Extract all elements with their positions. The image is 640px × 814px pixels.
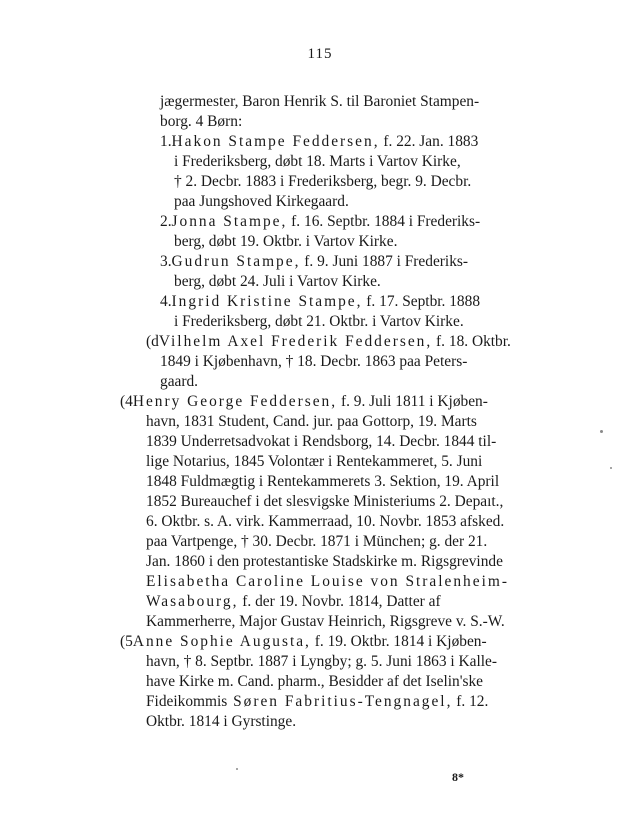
text-line: berg, døbt 24. Juli i Vartov Kirke. [174, 273, 381, 290]
text-line: have Kirke m. Cand. pharm., Besidder af det Iselin'ske [146, 673, 483, 690]
text-line: lige Notarius, 1845 Volontær i Rentekammeret, 5. Juni [146, 453, 483, 470]
ink-speck [600, 430, 603, 433]
text-line: paa Jungshoved Kirkegaard. [174, 193, 349, 210]
text-line: i Frederiksberg, døbt 18. Marts i Vartov Kirke, [174, 153, 461, 170]
text-line: Elisabetha Caroline Louise von Stralenheim- [146, 573, 509, 590]
text-line: 6. Oktbr. s. A. virk. Kammerraad, 10. Novbr. 1853 afsked. [146, 513, 505, 530]
text-line: Kammerherre, Major Gustav Heinrich, Rigsgreve v. S.-W. [146, 613, 505, 630]
text-line: Oktbr. 1814 i Gyrstinge. [146, 713, 297, 730]
text-line: 1852 Bureauchef i det slesvigske Ministeriums 2. Depaı​t., [146, 493, 504, 510]
text-line: † 2. Decbr. 1883 i Frederiksberg, begr. 9. Decbr. [174, 173, 472, 190]
page-number: 115 [307, 46, 333, 62]
text-line: i Frederiksberg, døbt 21. Oktbr. i Vartov Kirke. [174, 313, 464, 330]
text-line: 1.Hakon Stampe Feddersen, f. 22. Jan. 1883 [160, 133, 479, 150]
text-line: 1848 Fuldmægtig i Rentekammerets 3. Sektion, 19. April [146, 473, 500, 490]
ink-speck [610, 467, 612, 469]
text-line: 1849 i Kjøbenhavn, † 18. Decbr. 1863 paa Peters- [160, 353, 468, 370]
text-line: borg. 4 Børn: [160, 113, 243, 130]
text-line: 2.Jonna Stampe, f. 16. Septbr. 1884 i Frederiks- [160, 213, 481, 230]
text-line: havn, 1831 Student, Cand. jur. paa Gottorp, 19. Marts [146, 413, 477, 430]
text-line: Fideikommis Søren Fabritius-Tengnagel, f. 12. [146, 693, 489, 710]
text-line: paa Vartpenge, † 30. Decbr. 1871 i München; g. der 21. [146, 533, 488, 550]
text-line: (4Henry George Feddersen, f. 9. Juli 1811 i Kjøben- [120, 393, 488, 410]
text-line: gaard. [160, 373, 199, 390]
text-line: (dVilhelm Axel Frederik Feddersen, f. 18. Oktbr. [146, 333, 511, 350]
signature-mark: 8* [452, 770, 464, 784]
text-line: Wasabourg, f. der 19. Novbr. 1814, Datter af [146, 593, 441, 610]
text-line: jægermester, Baron Henrik S. til Baroniet Stampen- [160, 93, 480, 110]
ink-speck [236, 768, 238, 770]
text-line: 4.Ingrid Kristine Stampe, f. 17. Septbr. 1888 [160, 293, 481, 310]
text-line: Jan. 1860 i den protestantiske Stadskirke m. Rigsgrevinde [146, 553, 503, 570]
text-line: 3.Gudrun Stampe, f. 9. Juni 1887 i Frederiks- [160, 253, 469, 270]
text-line: 1839 Underretsadvokat i Rendsborg, 14. Decbr. 1844 til- [146, 433, 497, 450]
text-line: (5Anne Sophie Augusta, f. 19. Oktbr. 1814 i Kjøben- [120, 633, 487, 650]
text-line: berg, døbt 19. Oktbr. i Vartov Kirke. [174, 233, 398, 250]
text-line: havn, † 8. Septbr. 1887 i Lyngby; g. 5. Juni 1863 i Kalle- [146, 653, 497, 670]
